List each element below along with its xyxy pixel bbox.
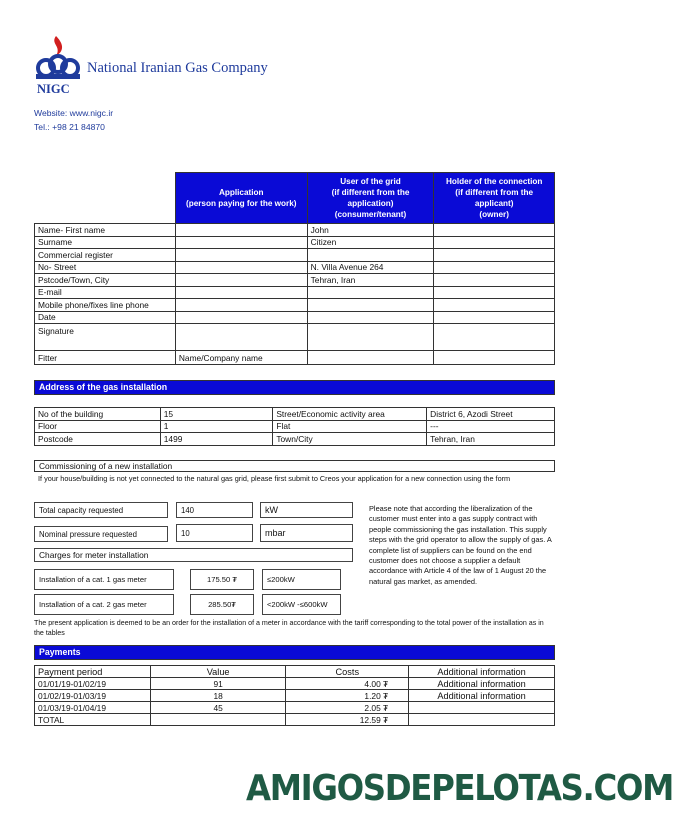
holder-cell[interactable]: [434, 299, 555, 312]
payments-section-title: Payments: [34, 645, 555, 660]
watermark: [246, 768, 673, 809]
contact-table: [34, 172, 555, 365]
total-capacity-unit: kW: [260, 502, 353, 518]
meter-cat1-price: 175.50 ₮: [190, 569, 254, 590]
payment-cost: 12.59 ₮: [286, 714, 409, 726]
address-label: Postcode: [35, 433, 161, 446]
website: Website: www.nigc.ir: [34, 108, 114, 118]
user-cell[interactable]: [307, 351, 434, 365]
application-cell[interactable]: Name/Company name: [175, 351, 307, 365]
table-row: [35, 324, 555, 351]
payment-additional-info: Additional information: [409, 690, 555, 702]
column-header: Payment period: [35, 666, 151, 678]
user-cell[interactable]: Tehran, Iran: [307, 274, 434, 287]
user-cell[interactable]: N. Villa Avenue 264: [307, 261, 434, 274]
application-cell[interactable]: [175, 224, 307, 237]
table-row: [35, 299, 555, 312]
application-cell[interactable]: [175, 286, 307, 299]
holder-cell[interactable]: [434, 224, 555, 237]
payment-cost: 2.05 ₮: [286, 702, 409, 714]
meter-cat1-range: ≤200kW: [262, 569, 341, 590]
holder-cell[interactable]: [434, 286, 555, 299]
company-name: National Iranian Gas Company: [87, 60, 268, 76]
table-row: [35, 249, 555, 262]
row-label: E-mail: [35, 286, 176, 299]
row-label: Date: [35, 311, 176, 324]
supplier-side-note: Please note that according the liberalization of the customer must enter into a gas supply contract with people commissioning the gas installation. This supply steps with the grid operator to allow the supply of gas. A complete list of suppliers can be found on the end customer does not choose a supplier a default accordance with Article 4 of the law of 1 August 20 the natural gas market, as amended.: [369, 504, 552, 586]
payment-value: 45: [150, 702, 286, 714]
address-value[interactable]: ---: [427, 420, 555, 433]
pressure-unit: mbar: [260, 524, 353, 542]
watermark-text: AMIGOSDEPELOTAS: [246, 768, 583, 809]
payment-additional-info: [409, 702, 555, 714]
flame-icon: [32, 34, 84, 82]
pressure-label: Nominal pressure requested: [34, 526, 168, 542]
commissioning-note: If your house/building is not yet connected to the natural gas grid, please first submit to Creos your application for a new connection using the form: [38, 474, 511, 483]
holder-cell[interactable]: [434, 351, 555, 365]
col-header-user: User of the grid (if different from the application) (consumer/tenant): [307, 173, 434, 224]
table-row: [35, 351, 555, 365]
row-label: Commercial register: [35, 249, 176, 262]
application-cell[interactable]: [175, 299, 307, 312]
payment-value: 91: [150, 678, 286, 690]
row-label: Mobile phone/fixes line phone: [35, 299, 176, 312]
address-label: Floor: [35, 420, 161, 433]
payment-cost: 4.00 ₮: [286, 678, 409, 690]
holder-cell[interactable]: [434, 261, 555, 274]
table-header-row: [35, 666, 555, 678]
nigc-logo: [32, 34, 84, 82]
row-label: Name- First name: [35, 224, 176, 237]
row-label: Pstcode/Town, City: [35, 274, 176, 287]
application-cell[interactable]: [175, 261, 307, 274]
application-cell[interactable]: [175, 236, 307, 249]
holder-cell[interactable]: [434, 236, 555, 249]
telephone: Tel.: +98 21 84870: [34, 122, 105, 132]
total-capacity-value[interactable]: 140: [176, 502, 253, 518]
total-capacity-label: Total capacity requested: [34, 502, 168, 518]
address-table: [34, 407, 555, 446]
payment-period: 01/01/19-01/02/19: [35, 678, 151, 690]
pressure-value[interactable]: 10: [176, 524, 253, 542]
order-note: The present application is deemed to be an order for the installation of a meter in accordance with the tariff corresponding to the total power of the installation as in the tables: [34, 619, 544, 637]
row-label: Fitter: [35, 351, 176, 365]
application-cell[interactable]: [175, 249, 307, 262]
application-cell[interactable]: [175, 274, 307, 287]
holder-cell[interactable]: [434, 274, 555, 287]
column-header: Additional information: [409, 666, 555, 678]
table-row: [35, 286, 555, 299]
payment-period: 01/03/19-01/04/19: [35, 702, 151, 714]
table-row: [35, 408, 555, 421]
commissioning-title: Commissioning of a new installation: [34, 460, 555, 472]
payment-value: 18: [150, 690, 286, 702]
table-row: [35, 433, 555, 446]
address-label: No of the building: [35, 408, 161, 421]
holder-cell[interactable]: [434, 324, 555, 351]
meter-cat1-label: Installation of a cat. 1 gas meter: [34, 569, 174, 590]
charges-label: Charges for meter installation: [34, 548, 353, 562]
col-header-application: Application (person paying for the work): [175, 173, 307, 224]
table-row: [35, 420, 555, 433]
column-header: Costs: [286, 666, 409, 678]
meter-cat2-range: <200kW -≤600kW: [262, 594, 341, 615]
user-cell[interactable]: John: [307, 224, 434, 237]
meter-cat2-price: 285.50₮: [190, 594, 254, 615]
user-cell[interactable]: [307, 311, 434, 324]
row-label: No- Street: [35, 261, 176, 274]
address-label: Flat: [273, 420, 427, 433]
address-value[interactable]: 1: [160, 420, 273, 433]
address-value[interactable]: District 6, Azodi Street: [427, 408, 555, 421]
row-label: Signature: [35, 324, 176, 351]
application-cell[interactable]: [175, 311, 307, 324]
holder-cell[interactable]: [434, 311, 555, 324]
table-row: [35, 274, 555, 287]
payment-additional-info: Additional information: [409, 678, 555, 690]
watermark-suffix: .COM: [582, 768, 673, 809]
payment-value: [150, 714, 286, 726]
user-cell[interactable]: [307, 324, 434, 351]
column-header: Value: [150, 666, 286, 678]
table-row: [35, 678, 555, 690]
table-row: [35, 714, 555, 726]
user-cell[interactable]: [307, 286, 434, 299]
table-row: [35, 236, 555, 249]
user-cell[interactable]: Citizen: [307, 236, 434, 249]
table-row: [35, 702, 555, 714]
meter-cat2-label: Installation of a cat. 2 gas meter: [34, 594, 174, 615]
address-label: Town/City: [273, 433, 427, 446]
table-row: [35, 261, 555, 274]
col-header-holder: Holder of the connection (if different from the applicant) (owner): [434, 173, 555, 224]
address-value[interactable]: 1499: [160, 433, 273, 446]
payments-table: [34, 665, 555, 726]
holder-cell[interactable]: [434, 249, 555, 262]
row-label: Surname: [35, 236, 176, 249]
payment-cost: 1.20 ₮: [286, 690, 409, 702]
table-row: [35, 224, 555, 237]
table-row: [35, 690, 555, 702]
company-abbr: NIGC: [37, 82, 70, 96]
payment-period: TOTAL: [35, 714, 151, 726]
payment-period: 01/02/19-01/03/19: [35, 690, 151, 702]
user-cell[interactable]: [307, 249, 434, 262]
address-value[interactable]: 15: [160, 408, 273, 421]
address-section-title: Address of the gas installation: [34, 380, 555, 395]
application-cell[interactable]: [175, 324, 307, 351]
user-cell[interactable]: [307, 299, 434, 312]
table-row: [35, 311, 555, 324]
address-label: Street/Economic activity area: [273, 408, 427, 421]
address-value[interactable]: Tehran, Iran: [427, 433, 555, 446]
payment-additional-info: [409, 714, 555, 726]
